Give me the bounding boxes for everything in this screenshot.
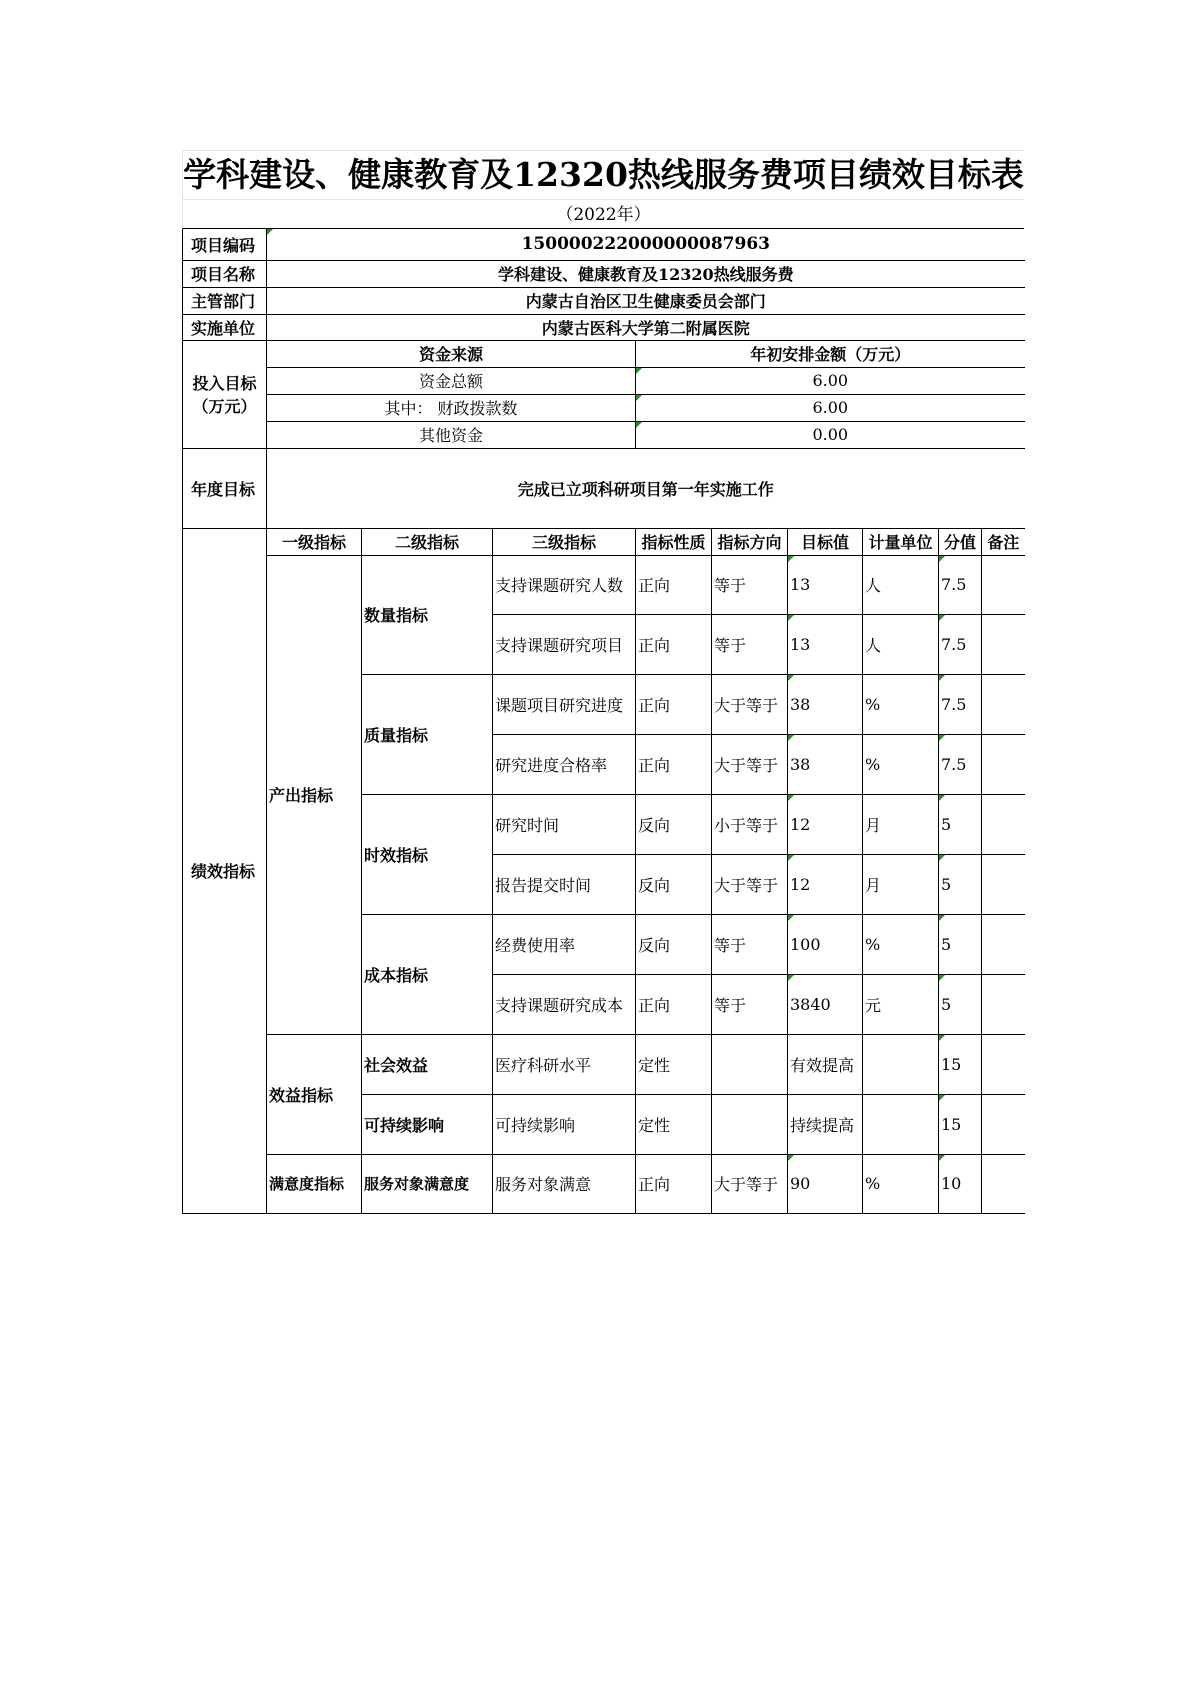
col-header: 指标方向 [712,528,788,555]
indicator-nature: 反向 [636,914,712,974]
indicator-score: 7.5 [939,555,982,614]
indicator-note [982,914,1025,974]
input-target-label [183,340,267,448]
indicator-note [982,734,1025,794]
performance-target-sheet [182,150,1024,1214]
project-name-value: 学科建设、健康教育及12320热线服务费 [267,260,1025,287]
col-header: 目标值 [788,528,863,555]
indicator-unit: 人 [863,555,939,614]
level2-cost: 成本指标 [362,914,493,1034]
project-code-label: 项目编码 [183,229,267,260]
fund-row-amount: 6.00 [636,394,1025,421]
indicator-direction: 小于等于 [712,794,788,854]
indicator-nature: 定性 [636,1094,712,1154]
indicator-score: 7.5 [939,614,982,674]
indicator-unit: 人 [863,614,939,674]
indicator-name: 课题项目研究进度 [493,674,636,734]
indicator-target: 38 [788,674,863,734]
level1-output: 产出指标 [267,555,362,1034]
indicator-name: 经费使用率 [493,914,636,974]
indicator-score: 7.5 [939,674,982,734]
col-header: 分值 [939,528,982,555]
indicator-nature: 正向 [636,555,712,614]
sheet-year: （2022年） [182,200,1024,229]
indicator-name: 支持课题研究人数 [493,555,636,614]
fund-row-amount: 0.00 [636,421,1025,448]
input-target-label-line1: 投入目标 [192,374,257,393]
indicator-note [982,1154,1025,1213]
indicator-nature: 正向 [636,1154,712,1213]
indicator-name: 医疗科研水平 [493,1034,636,1094]
indicator-nature: 反向 [636,854,712,914]
indicator-score: 15 [939,1034,982,1094]
indicator-unit [863,1034,939,1094]
project-name-label: 项目名称 [183,260,267,287]
indicator-note [982,674,1025,734]
col-header: 计量单位 [863,528,939,555]
level2-service-satisfaction: 服务对象满意度 [362,1154,493,1213]
indicator-note [982,614,1025,674]
indicator-nature: 定性 [636,1034,712,1094]
indicator-unit: % [863,914,939,974]
project-code-value: 150000222000000087963 [267,229,1025,260]
indicator-unit: 月 [863,854,939,914]
indicator-target: 90 [788,1154,863,1213]
indicator-direction: 大于等于 [712,674,788,734]
performance-indicator-label: 绩效指标 [183,528,267,1213]
indicator-target: 12 [788,854,863,914]
indicator-note [982,854,1025,914]
indicator-unit: 月 [863,794,939,854]
indicator-direction [712,1094,788,1154]
indicator-score: 5 [939,854,982,914]
col-header: 二级指标 [362,528,493,555]
fund-row-label: 其他资金 [267,421,636,448]
annual-goal-label: 年度目标 [183,448,267,528]
indicator-direction: 大于等于 [712,1154,788,1213]
indicator-note [982,794,1025,854]
indicator-name: 可持续影响 [493,1094,636,1154]
col-header: 三级指标 [493,528,636,555]
indicator-name: 支持课题研究项目 [493,614,636,674]
indicator-direction: 等于 [712,614,788,674]
level1-satisfaction: 满意度指标 [267,1154,362,1213]
indicator-target: 有效提高 [788,1034,863,1094]
input-target-label-line2: （万元） [192,397,257,416]
indicator-score: 10 [939,1154,982,1213]
indicator-name: 报告提交时间 [493,854,636,914]
level2-quantity: 数量指标 [362,555,493,674]
indicator-unit: 元 [863,974,939,1034]
indicator-name: 研究时间 [493,794,636,854]
implementing-unit-value: 内蒙古医科大学第二附属医院 [267,314,1025,340]
indicator-unit: % [863,674,939,734]
indicator-score: 5 [939,974,982,1034]
indicator-unit: % [863,1154,939,1213]
indicator-score: 5 [939,794,982,854]
sheet-title: 学科建设、健康教育及12320热线服务费项目绩效目标表 [182,150,1024,200]
level2-social: 社会效益 [362,1034,493,1094]
level2-quality: 质量指标 [362,674,493,794]
indicator-note [982,555,1025,614]
fund-row-label: 其中： 财政拨款数 [267,394,636,421]
indicator-nature: 正向 [636,674,712,734]
department-label: 主管部门 [183,287,267,314]
indicator-target: 持续提高 [788,1094,863,1154]
level2-timeliness: 时效指标 [362,794,493,914]
indicator-score: 7.5 [939,734,982,794]
indicator-unit [863,1094,939,1154]
indicator-note [982,1034,1025,1094]
indicator-direction: 等于 [712,914,788,974]
fund-amount-header: 年初安排金额（万元） [636,340,1025,367]
indicator-nature: 正向 [636,614,712,674]
annual-goal-value: 完成已立项科研项目第一年实施工作 [267,448,1025,528]
fund-row-amount: 6.00 [636,367,1025,394]
indicator-nature: 反向 [636,794,712,854]
indicator-unit: % [863,734,939,794]
col-header: 指标性质 [636,528,712,555]
indicator-direction: 大于等于 [712,734,788,794]
indicator-target: 13 [788,555,863,614]
col-header: 一级指标 [267,528,362,555]
performance-table [182,229,1025,1214]
indicator-name: 服务对象满意 [493,1154,636,1213]
level2-sustainability: 可持续影响 [362,1094,493,1154]
fund-row-label: 资金总额 [267,367,636,394]
indicator-score: 5 [939,914,982,974]
level1-benefit: 效益指标 [267,1034,362,1154]
indicator-score: 15 [939,1094,982,1154]
fund-source-header: 资金来源 [267,340,636,367]
indicator-nature: 正向 [636,974,712,1034]
indicator-note [982,1094,1025,1154]
indicator-direction [712,1034,788,1094]
indicator-note [982,974,1025,1034]
indicator-name: 研究进度合格率 [493,734,636,794]
implementing-unit-label: 实施单位 [183,314,267,340]
indicator-direction: 大于等于 [712,854,788,914]
indicator-target: 38 [788,734,863,794]
indicator-target: 12 [788,794,863,854]
indicator-target: 100 [788,914,863,974]
indicator-name: 支持课题研究成本 [493,974,636,1034]
indicator-nature: 正向 [636,734,712,794]
indicator-target: 3840 [788,974,863,1034]
indicator-direction: 等于 [712,974,788,1034]
department-value: 内蒙古自治区卫生健康委员会部门 [267,287,1025,314]
indicator-direction: 等于 [712,555,788,614]
indicator-target: 13 [788,614,863,674]
col-header: 备注 [982,528,1025,555]
